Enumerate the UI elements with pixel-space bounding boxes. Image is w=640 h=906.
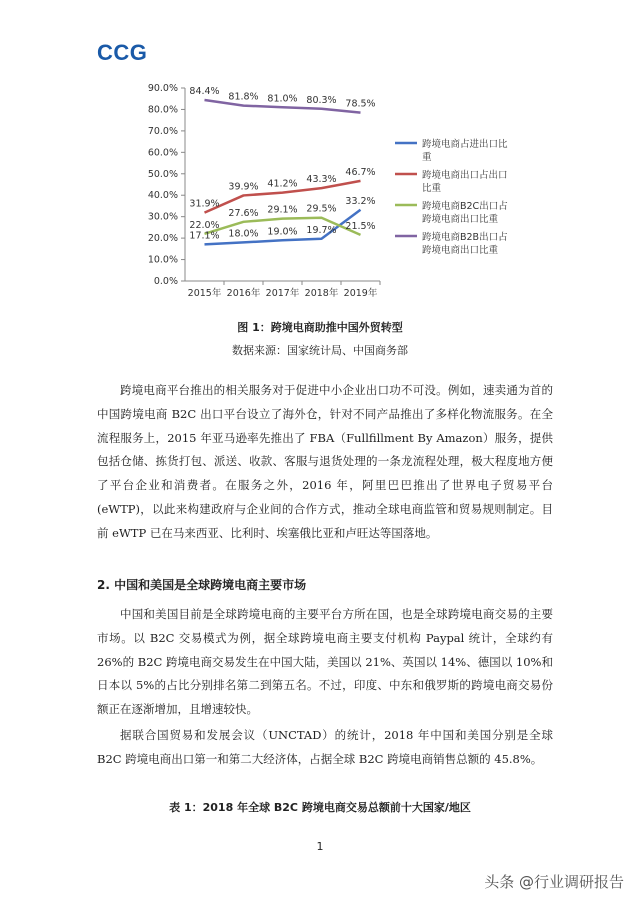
ccg-logo: CCG [97,40,148,65]
data-label: 39.9% [228,181,259,193]
y-tick-label: 90.0% [147,83,178,94]
data-label: 19.0% [267,226,298,238]
data-label: 19.7% [306,224,337,236]
legend-label: 跨境电商占进出口比 [422,139,508,150]
y-tick-label: 20.0% [147,233,178,245]
y-tick-label: 80.0% [147,104,178,116]
data-label: 43.3% [306,174,337,186]
data-label: 21.5% [345,220,376,232]
watermark: 头条 @行业调研报告 [484,873,624,891]
y-tick-label: 10.0% [147,254,178,266]
chart-series [205,100,361,244]
data-label: 18.0% [228,228,259,240]
legend-label: 重 [422,152,432,163]
y-tick-label: 30.0% [147,211,178,223]
paragraph-3: 据联合国贸易和发展会议（UNCTAD）的统计，2018 年中国和美国分别是全球 B2C 跨境电商出口第一和第二大经济体，占据全球 B2C 跨境电商销售总额的 45.8%。 [97,728,553,766]
data-label: 80.3% [306,94,337,106]
x-tick-label: 2017年 [265,288,300,299]
figure-source: 数据来源：国家统计局、中国商务部 [232,344,408,357]
legend-label: 跨境电商出口比重 [422,214,499,225]
data-label: 81.8% [228,91,259,103]
paragraph-2: 中国和美国目前是全球跨境电商的主要平台方所在国，也是全球跨境电商交易的主要市场。以 B2C 交易模式为例，据全球跨境电商主要支付机构 Paypal 统计，全球约有 26%的 B2C 跨境电商交易发生在中国大陆，美国以 21%、英国以 14%、德国以 10%和日本以 5%的占比分别排名第二到第五名。不过，印度、中东和俄罗斯的跨境电商交易份额正在逐渐增加，且增速较快。 [97,607,553,717]
y-tick-label: 50.0% [147,168,178,180]
y-tick-label: 0.0% [153,276,178,287]
data-label: 29.1% [267,204,298,216]
figure-caption: 图 1：跨境电商助推中国外贸转型 [237,321,403,334]
legend-label: 跨境电商B2C出口占 [422,201,508,212]
data-label: 31.9% [189,198,220,210]
data-label: 46.7% [345,166,376,178]
data-label: 33.2% [345,195,376,207]
data-label: 17.1% [189,230,220,242]
chart-legend [395,138,508,256]
section-heading: 2. 中国和美国是全球跨境电商主要市场 [97,578,307,592]
legend-label: 跨境电商B2B出口占 [422,232,508,243]
data-label: 81.0% [267,93,298,105]
data-label: 84.4% [189,86,220,98]
data-label: 22.0% [189,219,220,231]
x-tick-label: 2016年 [226,288,261,299]
y-tick-label: 70.0% [147,125,178,137]
legend-label: 跨境电商出口比重 [422,245,499,256]
line-chart [140,76,540,306]
x-tick-label: 2018年 [304,288,339,299]
table-caption: 表 1：2018 年全球 B2C 跨境电商交易总额前十大国家/地区 [169,801,471,814]
page-number: 1 [316,840,324,853]
y-tick-label: 40.0% [147,190,178,202]
legend-label: 跨境电商出口占出口 [422,170,508,181]
data-label: 41.2% [267,178,298,190]
y-tick-label: 60.0% [147,147,178,159]
chart-axes [148,83,380,299]
data-label: 29.5% [306,203,337,215]
data-label: 27.6% [228,207,259,219]
x-tick-label: 2015年 [187,288,222,299]
x-tick-label: 2019年 [343,288,378,299]
legend-label: 比重 [422,183,442,194]
data-label: 78.5% [345,98,376,110]
paragraph-1: 跨境电商平台推出的相关服务对于促进中小企业出口功不可没。例如，速卖通为首的中国跨境电商 B2C 出口平台设立了海外仓，针对不同产品推出了多样化物流服务。在全流程服务上，2015 年亚马逊率先推出了 FBA（Fullfillment By Amazon）服务，提供包括仓储、拣货打包、派送、收款、客服与退货处理的一条龙流程处理，极大程度地方便了平台企业和消费者。在服务之外，2016 年，阿里巴巴推出了世界电子贸易平台(eWTP)，以此来构建政府与企业间的合作方式，推动全球电商监管和贸易规则制定。目前 eWTP 已在马来西亚、比利时、埃塞俄比亚和卢旺达等国落地。 [97,383,553,540]
